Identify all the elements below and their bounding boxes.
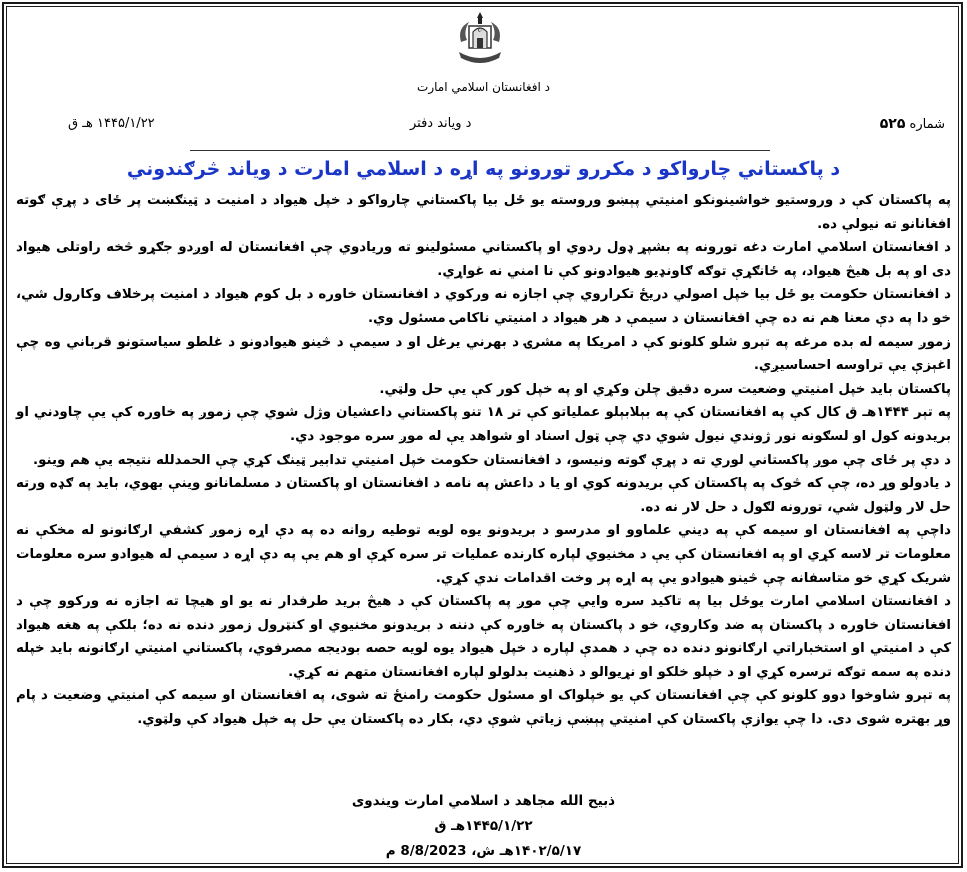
number-value: ۵۲۵ [879, 116, 906, 132]
document-number [880, 116, 945, 132]
paragraph: په تېر ۱۴۴۴هـ ق کال کې په افغانستان کې په بېلابېلو عملیاتو کې تر ۱۸ تنو پاکستاني داعشیان وژل شوي چې زموږ په خاوره کې یې چاودني او بریدونه کول او لسګونه نور ژوندي نیول شوي دي چې ټول اسناد او شواهد یې له موږ سره موجود دي. [16, 405, 951, 444]
paragraph: د افغانستان اسلامي امارت دغه تورونه په بشپړ ډول ردوي او پاکستاني مسئولینو ته وریادوي چې افغانستان له اوږدو جګړو څخه راوتلی هیواد دی او په بل هیڅ هیواد، په ځانګړې توګه ګاونډیو هیوادونو کې نا امني نه غواړي. [16, 240, 951, 279]
paragraph: پاکستان باید خپل امنیتي وضعیت سره دقیق چلن وکړي او په خپل کور کې یې حل ولټي. [379, 381, 951, 397]
paragraph: د دې پر ځای چې موږ پاکستاني لوري ته د پړې ګوته ونیسو، د افغانستان حکومت خپل امنیتي تدابیر ټینګ کړي چې الحمدلله نتیجه یې هم وینو. [33, 452, 951, 468]
signature-date-hijri: ۱۴۴۵/۱/۲۲هـ ق [434, 818, 533, 834]
paragraph: د یادولو وړ ده، چې که څوک په پاکستان کې بریدونه کوي او یا د داعش په نامه د افغانستان او پاکستان د مسلمانانو وینې بهوي، باید په ګډه ورته حل لار ولټول شي، تورونه لګول د حل لار نه ده. [16, 476, 951, 515]
signatory-name: ذبیح الله مجاهد د اسلامي امارت ویندوی [351, 793, 616, 809]
department-label: د ویاند دفتر [410, 116, 472, 131]
emirate-emblem-icon [447, 8, 513, 70]
header-divider [190, 150, 770, 151]
authority-heading: د افغانستان اسلامي امارت [417, 80, 550, 94]
paragraph: په تېرو شاوخوا دوو کلونو کې چې افغانستان کې یو خپلواک او مسئول حکومت رامنځ ته شوی، په افغانستان او سیمه کې امنیتي وضعیت د پام وړ بهتره شوی دی. دا چې یوازې پاکستان کې امنیتي پېښې زیاتې شوې دي، بکار ده پاکستان یې حل په خپل هیواد کې ولټوي. [16, 688, 951, 728]
statement-body [16, 189, 951, 732]
document-date: ۱۴۴۵/۱/۲۲ هـ ق [68, 116, 155, 131]
paragraph: زموږ سیمه له بده مرغه په تېرو شلو کلونو کې د امریکا په مشرۍ د بهرني یرغل او د سیمې د څینو هیوادونو د غلطو سیاستونو قرباني وه چې اغېزې یې تراوسه احساسیږي. [16, 334, 951, 374]
page-title: د پاکستاني چارواکو د مکررو تورونو په اړه د اسلامي امارت د ویاند څرګندوني [126, 158, 841, 180]
paragraph: داچې په افغانستان او سیمه کې په دیني علماوو او مدرسو د بریدونو یوه لویه توطیه روانه ده په دې اړه زموږ کشفي ارګانونو له مخکې نه معلومات تر لاسه کړي او په افغانستان کې یې د مخنیوي لپاره کارنده عملیات تر سره کړې او هم یې په دې اړه د سیمې له هیوادو سره معلومات شریک کړي خو متاسفانه چې څینو هیوادو یې په اړه پر وخت اقدامات ندي کړي. [16, 523, 951, 586]
svg-text:☪: ☪ [477, 28, 483, 34]
paragraph: د افغانستان اسلامي امارت یوځل بیا په تاکید سره وایي چې موږ په پاکستان کې د هیڅ برید طرفدار نه یو او هیچا ته اجازه نه ورکوو چې د افغانستان خاوره د پاکستان په ضد وکاروي، خو د پاکستان په خاوره کې دننه د بریدونو مخنیوي او کنټرول زموږ دنده نه ده؛ بلکې په هغه هیواد کې د امنیتي او استخباراتي ارګانونو دنده ده چې د همدې لپاره د خپل هیواد یوه لویه حصه بودیجه مصرفوي، پاکستاني امنیتي ارګانونه باید خپله دنده په سمه توګه ترسره کړي او د خپلو خلکو او نړیوالو د ذهنیت بدلولو لپاره افغانستان متهم نه کړي. [16, 594, 951, 680]
paragraph: د افغانستان حکومت یو ځل بیا خپل اصولي دریځ تکراروي چې اجازه نه ورکوي د افغانستان خاوره د بل کوم هیواد د امنیت پرخلاف وکارول شي، خو دا په دې معنا هم نه ده چې افغانستان د سیمې د هر هیواد د امنیتي ناکامۍ مسئول وي. [16, 287, 951, 326]
signature-date-line: ۱۴۰۲/۵/۱۷هـ ش، 8/8/2023 م [385, 843, 582, 859]
paragraph: په پاکستان کې د وروستیو خواشینونکو امنیتي پېښو وروسته یو ځل بیا پاکستاني چارواکو د خپل هیواد د امنیت د ټینګښت پر ځای د پړې ګوته افغانانو ته نیولې ده. [16, 193, 951, 232]
number-label: شماره [909, 117, 945, 132]
